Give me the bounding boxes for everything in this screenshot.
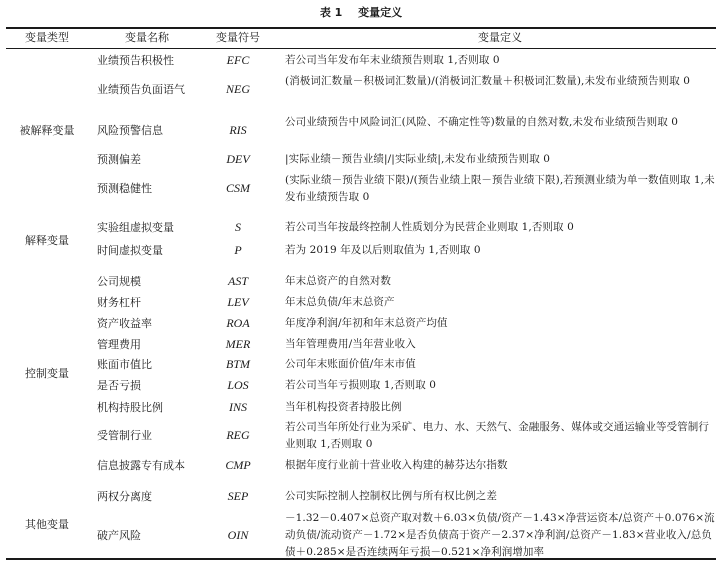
table-title: 变量定义 bbox=[358, 6, 403, 19]
variable-definition: 当年管理费用/当年营业收入 bbox=[285, 338, 416, 350]
variable-name: 业绩预告负面语气 bbox=[97, 83, 185, 96]
group-label: 控制变量 bbox=[25, 367, 69, 380]
variable-name: 管理费用 bbox=[97, 338, 141, 351]
variable-name: 业绩预告积极性 bbox=[97, 54, 174, 67]
variable-definition: 若为 2019 年及以后则取值为 1,否则取 0 bbox=[285, 244, 481, 256]
variable-definition: 公司业绩预告中风险词汇(风险、不确定性等)数量的自然对数,未发布业绩预告则取 0 bbox=[285, 116, 679, 128]
variable-definition: 公司实际控制人控制权比例与所有权比例之差 bbox=[285, 490, 497, 502]
variable-definition: 当年机构投资者持股比例 bbox=[285, 401, 402, 413]
group-label: 其他变量 bbox=[25, 518, 69, 531]
variable-name: 实验组虚拟变量 bbox=[97, 221, 174, 234]
variable-definition: 若公司当年亏损则取 1,否则取 0 bbox=[285, 379, 437, 391]
variable-name: 时间虚拟变量 bbox=[97, 244, 163, 257]
header-variable-symbol: 变量符号 bbox=[216, 31, 260, 44]
variable-symbol: ROA bbox=[226, 316, 250, 330]
variable-name: 两权分离度 bbox=[97, 490, 152, 503]
header-variable-type: 变量类型 bbox=[25, 31, 69, 44]
group-label: 解释变量 bbox=[25, 234, 69, 247]
variable-definition: －1.32－0.407×总资产取对数＋6.03×负债/资产－1.43×净营运资本/总资产＋0.076×流动负债/流动资产－1.72×是否负债高于资产－2.37×净利润/总资产－1.83×营业收入/总负债＋0.285×是否连续两年亏损－0.521×净利润增加率 bbox=[285, 512, 715, 558]
variable-definition: 若公司当年发布年末业绩预告则取 1,否则取 0 bbox=[285, 54, 500, 66]
variable-definition: 年末总资产的自然对数 bbox=[285, 275, 391, 287]
variable-name: 预测稳健性 bbox=[97, 182, 152, 195]
variable-symbol: LEV bbox=[227, 295, 249, 309]
variable-name: 账面市值比 bbox=[97, 358, 152, 371]
variable-name: 信息披露专有成本 bbox=[97, 459, 185, 472]
variable-symbol: CSM bbox=[226, 181, 250, 195]
table-caption bbox=[0, 5, 722, 21]
variable-symbol: RIS bbox=[229, 123, 247, 137]
variable-definition: 根据年度行业前十营业收入构建的赫芬达尔指数 bbox=[285, 459, 508, 471]
variable-symbol: DEV bbox=[226, 152, 250, 166]
variable-symbol: P bbox=[234, 243, 242, 257]
variable-definition: |实际业绩－预告业绩|/|实际业绩|,未发布业绩预告则取 0 bbox=[285, 153, 551, 165]
variable-symbol: MER bbox=[225, 337, 251, 351]
variable-symbol: LOS bbox=[227, 378, 249, 392]
variable-symbol: INS bbox=[229, 400, 247, 414]
variable-definition: 若公司当年按最终控制人性质划分为民营企业则取 1,否则取 0 bbox=[285, 221, 574, 233]
variable-name: 风险预警信息 bbox=[97, 124, 163, 137]
variable-name: 预测偏差 bbox=[97, 153, 141, 166]
variable-name: 破产风险 bbox=[97, 529, 141, 542]
variable-name: 受管制行业 bbox=[97, 429, 152, 442]
header-variable-name: 变量名称 bbox=[125, 31, 169, 44]
variable-symbol: NEG bbox=[226, 82, 250, 96]
variable-name: 机构持股比例 bbox=[97, 401, 163, 414]
variable-symbol: OIN bbox=[227, 528, 249, 542]
variable-definition: 年末总负债/年末总资产 bbox=[285, 296, 395, 308]
variable-definition: 若公司当年所处行业为采矿、电力、水、天然气、金融服务、媒体或交通运输业等受管制行业则取 1,否则取 0 bbox=[285, 421, 709, 450]
top-rule bbox=[6, 27, 716, 29]
header-variable-definition: 变量定义 bbox=[478, 31, 522, 44]
variable-definition: 年度净利润/年初和年末总资产均值 bbox=[285, 317, 448, 329]
variable-definition: (消极词汇数量－积极词汇数量)/(消极词汇数量＋积极词汇数量),未发布业绩预告则取 0 bbox=[285, 75, 691, 87]
variable-symbol: AST bbox=[227, 274, 248, 288]
group-label: 被解释变量 bbox=[19, 124, 75, 137]
variable-symbol: REG bbox=[226, 428, 250, 442]
variable-symbol: BTM bbox=[226, 357, 250, 371]
bottom-rule bbox=[6, 558, 716, 560]
variable-symbol: CMP bbox=[225, 458, 251, 472]
variable-name: 财务杠杆 bbox=[97, 296, 141, 309]
variable-name: 公司规模 bbox=[97, 275, 141, 288]
table-number: 表 1 bbox=[319, 6, 343, 19]
variable-symbol: EFC bbox=[226, 53, 250, 67]
variable-definition: 公司年末账面价值/年末市值 bbox=[285, 358, 416, 370]
variable-definition: (实际业绩－预告业绩下限)/(预告业绩上限－预告业绩下限),若预测业绩为单一数值则取 1,未发布业绩预告取 0 bbox=[285, 174, 715, 203]
variable-symbol: SEP bbox=[227, 489, 249, 503]
variable-name: 是否亏损 bbox=[97, 379, 141, 392]
variable-name: 资产收益率 bbox=[97, 317, 152, 330]
variable-symbol: S bbox=[235, 220, 241, 234]
header-rule bbox=[6, 48, 716, 49]
